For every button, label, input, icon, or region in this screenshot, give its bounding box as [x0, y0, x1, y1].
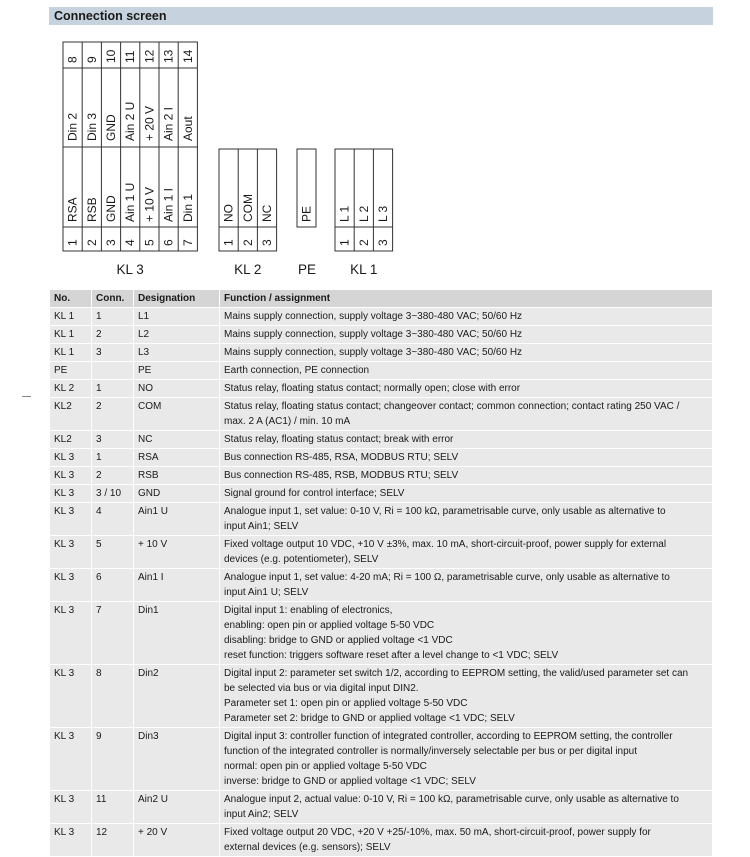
terminal-label: + 20 V [142, 105, 157, 141]
cell-conn: 1 [92, 308, 134, 326]
cell-conn: 3 [92, 344, 134, 362]
terminal-label: RSA [65, 197, 80, 222]
terminal-number: 2 [240, 239, 255, 246]
cell-no: KL 3 [50, 449, 92, 467]
cell-function: Mains supply connection, supply voltage 3~380-480 VAC; 50/60 Hz [220, 308, 713, 326]
cell-function: Status relay, floating status contact; normally open; close with error [220, 380, 713, 398]
terminal-number: 4 [123, 239, 138, 246]
cell-function: Fixed voltage output 10 VDC, +10 V ±3%, max. 10 mA, short-circuit-proof, power supply for external devices (e.g. potentiometer), SELV [220, 536, 713, 569]
cell-designation: COM [134, 398, 220, 431]
cell-no: KL 3 [50, 485, 92, 503]
cell-designation: NO [134, 380, 220, 398]
terminal-label: Ain 2 U [123, 101, 138, 141]
terminal-number: 1 [337, 239, 352, 246]
cell-function: Analogue input 2, actual value: 0-10 V, Ri = 100 kΩ, parametrisable curve, only usable as alternative to input Ain2; SELV [220, 791, 713, 824]
table-row [50, 602, 713, 665]
cell-function: Fixed voltage output 20 VDC, +20 V +25/-10%, max. 50 mA, short-circuit-proof, power supply for external devices (e.g. sensors); SELV [220, 824, 713, 857]
terminal-number: 3 [260, 239, 274, 246]
cell-designation: Din1 [134, 602, 220, 665]
cell-designation: RSB [134, 467, 220, 485]
table-row [50, 503, 713, 536]
cell-function: Digital input 3: controller function of integrated controller, according to EEPROM setting, the controller function of the integrated controller is normally/inversely selectable per bus or per digital input normal: open pin or applied voltage 5-50 VDC inverse: bridge to GND or applied voltage <1 VDC; SELV [220, 728, 713, 791]
terminal-label: RSB [84, 197, 99, 222]
terminal-number: 5 [142, 239, 157, 246]
cell-no: KL2 [50, 398, 92, 431]
cell-no: KL 3 [50, 728, 92, 791]
table-row [50, 791, 713, 824]
terminal-label: L 2 [356, 205, 371, 222]
table-row [50, 449, 713, 467]
terminal-label: Ain 1 I [161, 187, 176, 222]
header-conn: Conn. [92, 290, 134, 308]
cell-function: Mains supply connection, supply voltage 3~380-480 VAC; 50/60 Hz [220, 326, 713, 344]
terminal-label: Ain 2 I [161, 106, 176, 141]
cell-no: KL 3 [50, 602, 92, 665]
cell-function: Bus connection RS-485, RSB, MODBUS RTU; SELV [220, 467, 713, 485]
table-header-row [50, 290, 713, 308]
cell-no: KL 3 [50, 791, 92, 824]
kl2-label: KL 2 [234, 262, 262, 277]
cell-function: Status relay, floating status contact; changeover contact; common connection; contact rating 250 VAC / max. 2 A (AC1) / min. 10 mA [220, 398, 713, 431]
terminal-number: 12 [142, 49, 157, 63]
terminal-label: Din 1 [180, 193, 195, 222]
cell-conn: 2 [92, 398, 134, 431]
assignment-table [49, 289, 713, 857]
table-row [50, 569, 713, 602]
kl1-strip [335, 149, 393, 251]
cell-conn: 4 [92, 503, 134, 536]
table-row [50, 728, 713, 791]
terminal-label: Din 3 [84, 112, 99, 141]
terminal-number: 2 [84, 239, 99, 246]
cell-conn: 1 [92, 449, 134, 467]
cell-no: KL 3 [50, 467, 92, 485]
kl3-label: KL 3 [116, 262, 144, 277]
kl1-label: KL 1 [350, 262, 378, 277]
cell-designation: L3 [134, 344, 220, 362]
terminal-label: Din 2 [65, 112, 80, 141]
table-row [50, 362, 713, 380]
table-row [50, 536, 713, 569]
terminal-label: Ain 1 U [123, 182, 138, 222]
table-row [50, 485, 713, 503]
cell-conn: 11 [92, 791, 134, 824]
cell-function: Analogue input 1, set value: 0-10 V, Ri = 100 kΩ, parametrisable curve, only usable as alternative to input Ain1; SELV [220, 503, 713, 536]
table-row [50, 308, 713, 326]
cell-no: KL 1 [50, 308, 92, 326]
table-row [50, 467, 713, 485]
cell-function: Earth connection, PE connection [220, 362, 713, 380]
terminal-number: 1 [65, 239, 80, 246]
terminal-number: 3 [104, 239, 118, 246]
table-row [50, 398, 713, 431]
cell-designation: + 20 V [134, 824, 220, 857]
terminal-diagram [0, 0, 750, 285]
cell-designation: Din3 [134, 728, 220, 791]
cell-no: KL 1 [50, 326, 92, 344]
cell-no: KL2 [50, 431, 92, 449]
cell-conn: 3 [92, 431, 134, 449]
terminal-number: 2 [356, 239, 371, 246]
cell-conn [92, 362, 134, 380]
terminal-label: L 3 [376, 205, 390, 222]
table-row [50, 665, 713, 728]
terminal-label: GND [104, 195, 118, 222]
cell-conn: 8 [92, 665, 134, 728]
header-no: No. [50, 290, 92, 308]
cell-conn: 6 [92, 569, 134, 602]
terminal-label: Aout [180, 116, 195, 141]
terminal-label: NC [260, 204, 274, 222]
cell-function: Bus connection RS-485, RSA, MODBUS RTU; SELV [220, 449, 713, 467]
cell-conn: 3 / 10 [92, 485, 134, 503]
terminal-label: PE [299, 205, 314, 222]
cell-no: PE [50, 362, 92, 380]
cell-function: Mains supply connection, supply voltage 3~380-480 VAC; 50/60 Hz [220, 344, 713, 362]
cell-conn: 9 [92, 728, 134, 791]
cell-designation: Ain2 U [134, 791, 220, 824]
terminal-number: 3 [376, 239, 390, 246]
terminal-label: COM [240, 194, 255, 222]
terminal-label: + 10 V [142, 186, 157, 222]
cell-no: KL 3 [50, 503, 92, 536]
table-row [50, 326, 713, 344]
header-function: Function / assignment [220, 290, 713, 308]
table-row [50, 824, 713, 857]
cell-conn: 5 [92, 536, 134, 569]
cell-designation: Ain1 U [134, 503, 220, 536]
cell-designation: L1 [134, 308, 220, 326]
terminal-number: 13 [161, 49, 176, 63]
terminal-number: 1 [221, 239, 236, 246]
cell-conn: 7 [92, 602, 134, 665]
cell-no: KL 3 [50, 536, 92, 569]
terminal-number: 8 [65, 56, 80, 63]
cell-conn: 1 [92, 380, 134, 398]
cell-designation: Din2 [134, 665, 220, 728]
cell-designation: PE [134, 362, 220, 380]
terminal-number: 9 [84, 56, 99, 63]
terminal-number: 10 [104, 49, 118, 63]
cell-conn: 12 [92, 824, 134, 857]
terminal-label: NO [221, 204, 236, 222]
terminal-number: 7 [180, 239, 195, 246]
cell-no: KL 3 [50, 569, 92, 602]
terminal-number: 14 [180, 49, 195, 63]
cell-designation: + 10 V [134, 536, 220, 569]
margin-mark [22, 396, 31, 397]
terminal-label: GND [104, 114, 118, 141]
cell-designation: Ain1 I [134, 569, 220, 602]
cell-function: Signal ground for control interface; SELV [220, 485, 713, 503]
cell-no: KL 3 [50, 665, 92, 728]
cell-designation: RSA [134, 449, 220, 467]
cell-function: Digital input 1: enabling of electronics, enabling: open pin or applied voltage 5-50 VDC disabling: bridge to GND or applied voltage <1 VDC reset function: triggers software reset after a level change to <1 VDC; SELV [220, 602, 713, 665]
cell-conn: 2 [92, 467, 134, 485]
table-row [50, 344, 713, 362]
cell-no: KL 3 [50, 824, 92, 857]
cell-no: KL 1 [50, 344, 92, 362]
cell-function: Status relay, floating status contact; break with error [220, 431, 713, 449]
cell-function: Analogue input 1, set value: 4-20 mA; Ri = 100 Ω, parametrisable curve, only usable as alternative to input Ain1 U; SELV [220, 569, 713, 602]
cell-no: KL 2 [50, 380, 92, 398]
table-row [50, 431, 713, 449]
cell-function: Digital input 2: parameter set switch 1/2, according to EEPROM setting, the valid/used parameter set can be selected via bus or via digital input DIN2. Parameter set 1: open pin or applied voltage 5-50 VDC Parameter set 2: bridge to GND or applied voltage <1 VDC; SELV [220, 665, 713, 728]
terminal-label: L 1 [337, 205, 352, 222]
table-row [50, 380, 713, 398]
pe-label: PE [297, 262, 317, 277]
header-designation: Designation [134, 290, 220, 308]
cell-designation: L2 [134, 326, 220, 344]
section-title: Connection screen [54, 9, 167, 23]
cell-conn: 2 [92, 326, 134, 344]
terminal-number: 11 [123, 50, 138, 63]
cell-designation: GND [134, 485, 220, 503]
terminal-number: 6 [161, 239, 176, 246]
cell-designation: NC [134, 431, 220, 449]
